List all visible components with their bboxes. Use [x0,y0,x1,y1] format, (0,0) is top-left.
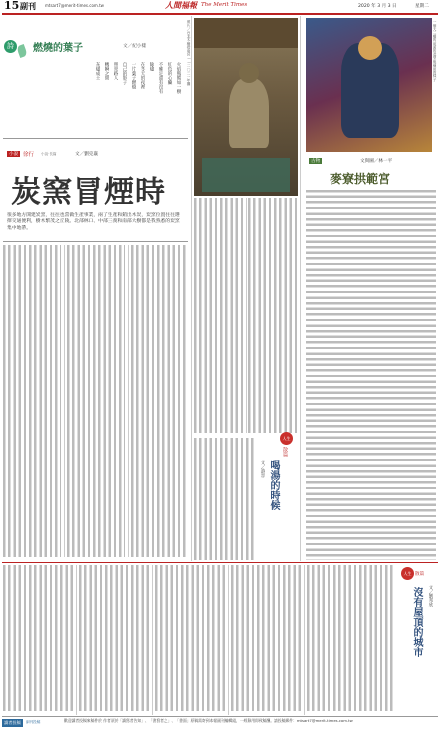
city-tag-suffix: 散篇 [415,572,425,577]
city-tag: 人生 [401,567,414,580]
page-number: 15 [4,0,20,12]
poem-line: 在冬天的夜裡 [140,62,145,89]
footer-badge: 讀者投稿 [4,720,21,725]
temple-statue-shape [229,78,269,148]
weekday: 星期二 [415,4,429,9]
city-title: 沒有屋頂的城市 [411,587,422,657]
date: 2020 年 3 月 3 日 [358,4,397,9]
poem-line: 餘燼 [149,62,154,71]
logo-chinese: 人間福報 [165,0,197,10]
soup-title: 喝湯的時候 [268,460,279,510]
text-column [155,565,225,711]
poem-leaf-icon [16,44,28,58]
text-column [194,198,244,433]
text-column [3,565,73,711]
city-byline: 文／劉邦欣 [428,585,433,607]
text-column [194,438,254,560]
kiln-body [3,245,188,557]
column-divider [191,16,192,561]
poem-line: 照亮路人 [113,62,118,80]
kiln-byline: 文／劉克襄 [75,152,98,157]
divider [3,241,188,242]
soup-article [194,430,298,560]
column-divider [300,16,301,561]
arch-title: 麥寮拱範宮 [330,172,391,186]
text-column [79,565,149,711]
soup-tag: 人生 [280,432,293,445]
header-rule [2,13,438,15]
text-column [231,565,301,711]
kiln-tag-sub: 小說‧長篇 [41,152,57,156]
poem-seal-icon: 詩 [4,40,17,53]
arch-figure-face [358,36,382,60]
column-divider [128,245,129,557]
kiln-article [3,141,188,561]
footer-text: 歡迎讀者投稿來稿件於 作者須於「讀寫者告知」、「書寫者之」、「書面」原稿需寄到本報副刊編輯組，一經錄用即致稿酬。請投稿郵件：mtsart7@merit-times.com.tw [64,718,353,723]
section-name: 副刊 [20,2,36,11]
logo-english: The Merit Times [201,2,248,8]
divider [3,138,188,139]
city-article [3,565,437,715]
poem-line: 自己的影子 [122,62,127,85]
masthead [0,0,440,12]
column-divider [304,565,305,715]
arch-photo [306,18,432,152]
website: mtsart7@merit-times.com.tw [45,3,104,8]
text-column [67,245,125,557]
kiln-tag: 小說 [9,152,19,157]
arch-tag: 古物 [311,159,321,164]
footer-rule [2,716,438,717]
poem-body [8,62,183,128]
text-column [307,565,395,711]
city-heading [399,565,437,711]
arch-caption-right: 一個大二樓的前面的造型與廟前的樣子 [433,20,437,82]
column-divider [76,565,77,715]
text-column [248,198,298,433]
poem-line: 紅色的心臟 [167,62,172,85]
text-column [3,245,61,557]
poem-line: 一片葉子燃燒 [131,62,136,89]
poem-title: 燃燒的葉子 [33,43,83,54]
soup-heading [258,430,298,560]
poem-block [3,18,188,130]
soup-byline: 文／游容 [260,460,265,478]
column-divider [64,245,65,557]
poem-line: 灰燼成土 [95,62,100,80]
temple-photo [194,18,298,196]
column-divider [152,565,153,715]
kiln-tag-suffix: 徐行 [23,152,35,158]
footer-badge-sub: 副刊投稿 [26,720,41,724]
section-rule [2,562,438,563]
kiln-title: 炭窯冒煙時 [11,175,166,210]
temple-ornament [202,158,290,192]
poem-line: 不確定還有沒有 [158,62,163,94]
arch-body [306,190,436,560]
soup-tag-suffix: 散篇 [282,447,288,457]
kiln-intro: 很多地方開建炭窯，往往也當做生產事業，兩了生產和銷出木炭，炭窯位置往往選擇交通便利，樹木繁茂之丘陵。北部林口、中部三義和南部大樹都是我熟悉的炭窯集中地帶。 [7,213,180,231]
temple-roof-shape [194,18,298,48]
text-column [131,245,188,557]
poem-line: 火焰熊熊如一樹 [176,62,181,94]
column-divider [228,565,229,715]
photo-caption: 照片／台北木柵指南宮——二〇二一年攝 [187,20,191,86]
temple-statue-head [239,63,259,83]
poem-byline: 文／紀小樣 [123,44,146,49]
poem-line: 轉瞬之間 [104,62,109,80]
column-divider [246,198,247,433]
arch-byline: 文與圖／林一平 [360,159,393,164]
footer [2,718,438,733]
